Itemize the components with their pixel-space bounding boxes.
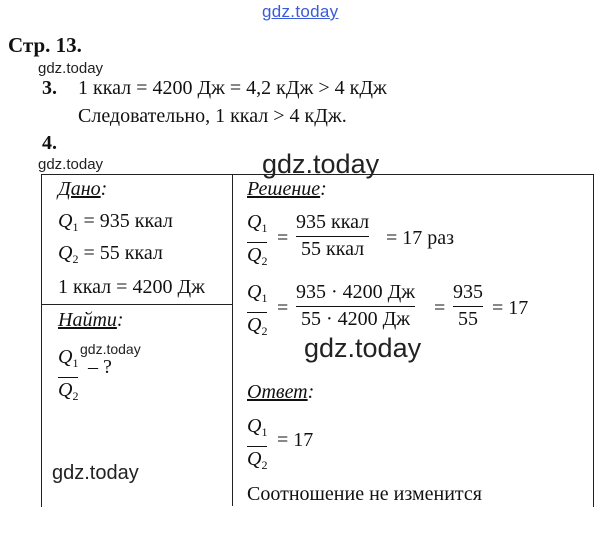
watermark: gdz.today: [262, 149, 380, 179]
task3-line2: Следовательно, 1 ккал > 4 кДж.: [78, 105, 347, 127]
find-fraction: $Q_1$ $Q_2$: [58, 346, 79, 404]
watermark: gdz.today: [52, 462, 139, 484]
task-number: 3.: [42, 77, 57, 99]
eq2-fraction-full: 935 · 4200 Дж 55 · 4200 Дж: [296, 281, 416, 331]
watermark-top: gdz.today: [262, 2, 339, 21]
given-heading: Дано:: [58, 178, 108, 200]
watermark: gdz.today: [38, 156, 104, 173]
table-divider-vertical: [232, 174, 233, 506]
table-divider-horizontal: [41, 304, 233, 305]
eq2-equals-2: =: [434, 297, 446, 319]
eq2-equals: =: [277, 297, 289, 319]
answer-note: Соотношение не изменится: [247, 483, 482, 505]
find-question: – ?: [88, 356, 112, 378]
eq1-fraction: 935 ккал 55 ккал: [296, 211, 370, 261]
given-q2: $Q_2 = 55$ ккал: [58, 242, 163, 266]
given-conversion: 1 ккал = 4200 Дж: [58, 276, 205, 298]
watermark: gdz.today: [304, 333, 422, 363]
eq1-lhs-fraction: $Q_1$ $Q_2$: [247, 211, 268, 269]
task3-line1: 1 ккал = 4200 Дж = 4,2 кДж > 4 кДж: [78, 77, 387, 99]
solution-heading: Решение:: [247, 178, 327, 200]
eq1-result: = 17 раз: [386, 227, 455, 249]
watermark: gdz.today: [80, 341, 141, 357]
watermark: gdz.today: [38, 60, 104, 77]
find-heading: Найти:: [58, 309, 124, 331]
given-q1: $Q_1 = 935$ ккал: [58, 210, 173, 234]
answer-heading: Ответ:: [247, 381, 315, 403]
eq2-lhs-fraction: $Q_1$ $Q_2$: [247, 281, 268, 339]
answer-result: = 17: [277, 429, 314, 451]
eq2-fraction-simple: 935 55: [453, 281, 483, 331]
task-number: 4.: [42, 132, 57, 154]
eq1-equals: =: [277, 227, 289, 249]
eq2-result: = 17: [492, 297, 529, 319]
page-header: Стр. 13.: [8, 33, 82, 57]
answer-fraction: $Q_1$ $Q_2$: [247, 415, 268, 473]
